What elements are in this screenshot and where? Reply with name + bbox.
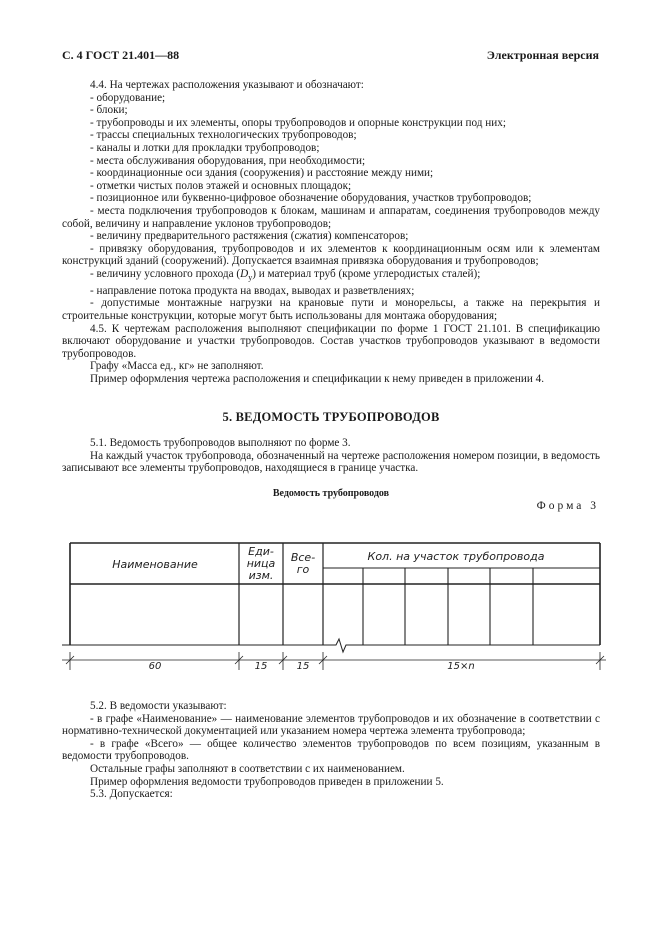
dim-total: 15 (296, 661, 310, 672)
list-item: - каналы и лотки для прокладки трубопроводов; (90, 141, 320, 154)
col-name-label: Наименование (112, 558, 198, 571)
list-item: - допустимые монтажные нагрузки на крановые пути и монорельсы, а также на перекрытия и строительные конструкции, которые могут быть использованы для монтажа оборудования; (62, 297, 600, 322)
list-item: - в графе «Всего» — общее количество элементов трубопроводов по всем позициям, указанным в ведомости трубопроводов. (62, 737, 600, 763)
list-item: - позиционное или буквенно-цифровое обозначение оборудования, участков трубопроводов; (90, 192, 532, 205)
list-item: - направление потока продукта на вводах, выводах и разветвлениях; (90, 284, 415, 297)
dn-symbol: D (240, 267, 249, 280)
list-item: - в графе «Наименование» — наименование элементов трубопроводов и их обозначение в соответствии с нормативно-технической документацией или указанием номера чертежа элемента трубопровода; (62, 712, 600, 738)
list-item: - места обслуживания оборудования, при необходимости; (90, 154, 366, 167)
paragraph: На каждый участок трубопровода, обозначенный на чертеже расположения номером позиции, в ведомость записывают все элементы трубопроводов, находящиеся в границе участка. (62, 449, 600, 475)
dim-qty: 15×n (447, 661, 475, 672)
paragraph: Пример оформления чертежа расположения и спецификации к нему приведен в приложении 4. (90, 372, 545, 385)
list-item: - трубопроводы и их элементы, опоры трубопроводов и опорные конструкции под них; (90, 116, 506, 129)
col-qty-label: Кол. на участок трубопровода (367, 550, 545, 563)
col-unit-label-2: ница (246, 557, 276, 570)
form-label: Форма 3 (536, 500, 599, 512)
section-5-2-text (62, 700, 600, 801)
paragraph: 5.1. Ведомость трубопроводов выполняют по форме 3. (90, 437, 351, 449)
list-item: - оборудование; (90, 91, 166, 104)
page-header-right: Электронная версия (486, 48, 599, 62)
paragraph: Пример оформления ведомости трубопроводов приведен в приложении 5. (90, 775, 444, 788)
paragraph: 5.2. В ведомости указывают: (90, 700, 227, 712)
dim-unit: 15 (254, 661, 268, 672)
table-title: Ведомость трубопроводов (272, 488, 390, 499)
col-unit-label-1: Еди- (248, 545, 274, 558)
dn-before: - величину условного прохода ( (90, 267, 241, 280)
list-item: - отметки чистых полов этажей и основных площадок; (90, 179, 352, 192)
list-item: - блоки; (90, 104, 128, 117)
paragraph: Графу «Масса ед., кг» не заполняют. (90, 360, 264, 373)
paragraph: Остальные графы заполняют в соответствии с их наименованием. (90, 762, 405, 775)
paragraph: 4.4. На чертежах расположения указывают и обозначают: (90, 79, 364, 91)
col-total-label-2: го (296, 563, 310, 576)
dn-subscript: y (248, 273, 253, 283)
dimension-ticks (66, 652, 604, 670)
col-unit-label-3: изм. (248, 569, 274, 582)
list-item: - координационные оси здания (сооружения) и расстояние между ними; (90, 167, 434, 180)
col-total-label-1: Все- (290, 551, 316, 564)
paragraph: 4.5. К чертежам расположения выполняют спецификации по форме 1 ГОСТ 21.101. В спецификацию включают оборудование и участки трубопроводов. Состав участков трубопроводов указывают в ведомости трубопроводов. (62, 322, 600, 360)
dn-after: ) и материал труб (кроме углеродистых сталей); (252, 267, 481, 280)
list-item: - места подключения трубопроводов к блокам, машинам и аппаратам, соединения трубопроводов между собой, величину и направление уклонов трубопроводов; (62, 204, 600, 230)
break-line (62, 639, 600, 652)
section-title: 5. ВЕДОМОСТЬ ТРУБОПРОВОДОВ (222, 410, 440, 424)
list-item: - трассы специальных технологических трубопроводов; (90, 129, 357, 142)
list-item: - привязку оборудования, трубопроводов и их элементов к координационным осям или к элементам конструкций зданий (сооружений). Допускается взаимная привязка оборудования и трубопроводов; (62, 242, 600, 268)
dim-name: 60 (148, 661, 162, 672)
paragraph: 5.3. Допускается: (90, 788, 173, 801)
list-item: - величину предварительного растяжения (сжатия) компенсаторов; (90, 230, 409, 243)
page-header-left: С. 4 ГОСТ 21.401—88 (62, 48, 180, 62)
